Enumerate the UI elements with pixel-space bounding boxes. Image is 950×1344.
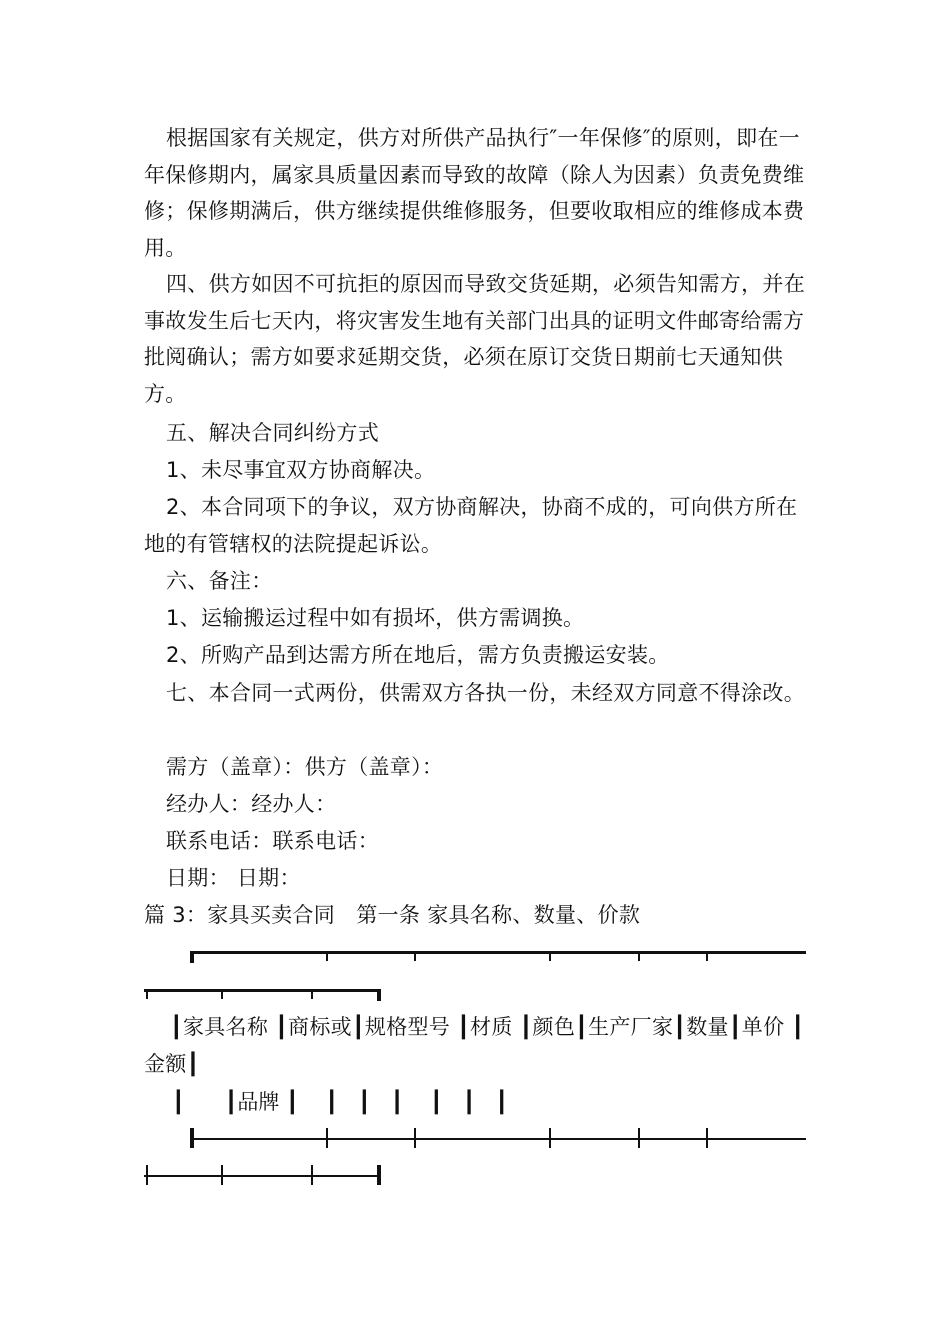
- table-top-tick: [326, 951, 328, 961]
- table-subheader-row: ┃ ┃品牌 ┃ ┃ ┃ ┃ ┃ ┃ ┃: [172, 1090, 509, 1114]
- table-top-tick: [414, 951, 416, 961]
- signature-seal-line: 需方（盖章）：供方（盖章）：: [166, 755, 444, 779]
- table-header-row: [144, 1009, 806, 1082]
- table-separator-tick: [190, 1128, 194, 1148]
- table-separator-tick: [638, 1128, 640, 1148]
- paragraph-section-5-heading: 五、解决合同纠纷方式: [166, 421, 379, 445]
- paragraph-section-6-heading: 六、备注：: [166, 569, 273, 593]
- paragraph-section-6-item-1: 1、运输搬运过程中如有损坏，供方需调换。: [166, 606, 585, 630]
- table-separator-tick: [311, 1165, 313, 1185]
- table-top-tick: [638, 951, 640, 961]
- table-separator-wrap: [144, 1175, 380, 1177]
- table-top-tick: [190, 951, 194, 963]
- table-separator-tick: [706, 1128, 708, 1148]
- table-header-cells: ┃家具名称 ┃商标或┃规格型号 ┃材质 ┃颜色┃生产厂家┃数量: [170, 1015, 729, 1039]
- table-top-border-wrap: [144, 989, 380, 992]
- table-separator-tick: [146, 1165, 148, 1185]
- table-separator-tick: [377, 1165, 381, 1185]
- paragraph-section-6-item-2: 2、所购产品到达需方所在地后，需方负责搬运安装。: [166, 643, 670, 667]
- table-top-tick: [706, 951, 708, 961]
- paragraph-warranty: 根据国家有关规定，供方对所供产品执行″一年保修″的原则，即在一年保修期内，属家具质量因素而导致的故障（除人为因素）负责免费维修；保修期满后，供方继续提供维修服务，但要收取相应的维修成本费用。: [144, 126, 805, 260]
- table-separator: [190, 1138, 806, 1140]
- contract-heading: 篇 3：家具买卖合同 第一条 家具名称、数量、价款: [144, 903, 641, 927]
- table-top-tick: [549, 951, 551, 961]
- table-separator-tick: [549, 1128, 551, 1148]
- signature-phone-line: 联系电话：联系电话：: [166, 829, 379, 853]
- signature-date-line: 日期： 日期：: [166, 866, 301, 890]
- table-top-tick: [311, 989, 313, 999]
- paragraph-section-5-item-2: 2、本合同项下的争议，双方协商解决，协商不成的，可向供方所在地的有管辖权的法院提起诉讼。: [144, 495, 798, 556]
- table-top-tick: [221, 989, 223, 999]
- table-separator-tick: [414, 1128, 416, 1148]
- paragraph-section-4: 四、供方如因不可抗拒的原因而导致交货延期，必须告知需方，并在事故发生后七天内，将灾害发生地有关部门出具的证明文件邮寄给需方批阅确认；需方如要求延期交货，必须在原订交货日期前七天通知供方。: [144, 272, 805, 406]
- table-separator-tick: [326, 1128, 328, 1148]
- table-top-border: [190, 951, 806, 954]
- table-header-cells-wrap: ┃单价 ┃金额┃: [144, 1015, 805, 1076]
- table-top-tick: [146, 989, 148, 999]
- paragraph-section-7: 七、本合同一式两份，供需双方各执一份，未经双方同意不得涂改。: [166, 681, 805, 705]
- paragraph-section-5-item-1: 1、未尽事宜双方协商解决。: [166, 458, 436, 482]
- signature-agent-line: 经办人：经办人：: [166, 792, 337, 816]
- table-separator-tick: [221, 1165, 223, 1185]
- table-top-tick: [377, 989, 381, 1001]
